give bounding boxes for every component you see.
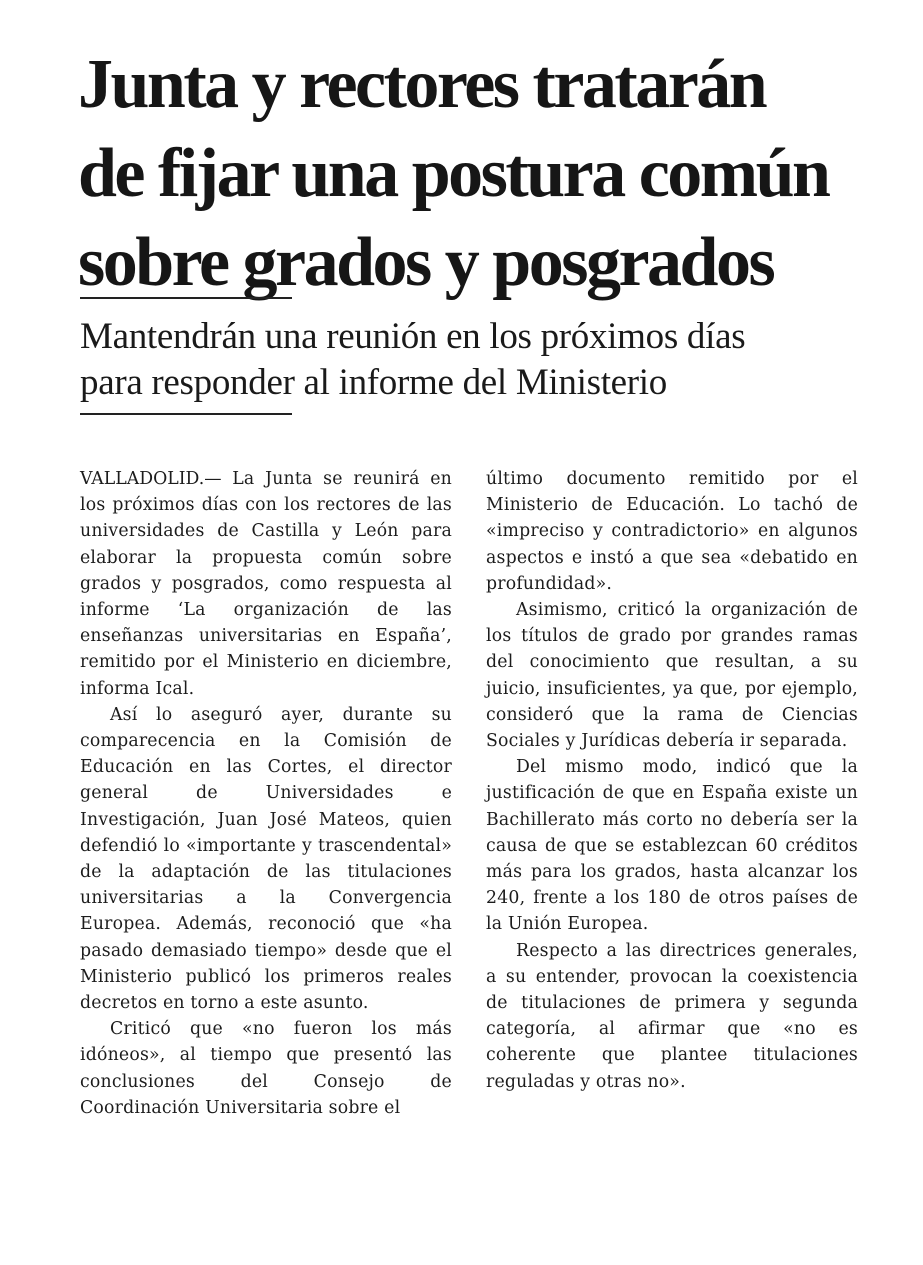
paragraph: último documento remitido por el Ministerio de Educación. Lo tachó de «impreciso y contradictorio» en algunos aspectos e instó a que sea «debatido en profundidad». [486,469,858,594]
headline [78,40,898,307]
paragraph: Respecto a las directrices generales, a su entender, provocan la coexistencia de titulaciones de primera y segunda categoría, al afirmar que «no es coherente que plantee titulaciones reguladas y otras no». [486,940,858,1092]
headline-line: de fijar una postura común [78,135,829,212]
dateline: VALLADOLID.— [80,469,222,489]
headline-line: Junta y rectores tratarán [78,46,766,123]
subheadline-line: para responder al informe del Ministerio [80,362,667,403]
subheadline [80,314,900,406]
article-column-left [80,466,452,1121]
article-column-right [486,466,858,1095]
paragraph: Asimismo, criticó la organización de los títulos de grado por grandes ramas del conocimiento que resultan, a su juicio, insuficientes, ya que, por ejemplo, consideró que la rama de Ciencias Sociales y Jurídicas debería ir separada. [486,600,858,752]
divider-rule [80,297,292,299]
paragraph: Criticó que «no fueron los más idóneos», al tiempo que presentó las conclusiones del Consejo de Coordinación Universitaria sobre el [80,1019,452,1118]
paragraph: Así lo aseguró ayer, durante su comparecencia en la Comisión de Educación en las Cortes, el director general de Universidades e Investigación, Juan José Mateos, quien defendió lo «importante y trascendental» de la adaptación de las titulaciones universitarias a la Convergencia Europea. Además, reconoció que «ha pasado demasiado tiempo» desde que el Ministerio publicó los primeros reales decretos en torno a este asunto. [80,704,452,1014]
paragraph: Del mismo modo, indicó que la justificación de que en España existe un Bachillerato más corto no debería ser la causa de que se establezcan 60 créditos más para los grados, hasta alcanzar los 240, frente a los 180 de otros países de la Unión Europea. [486,757,858,935]
divider-rule [80,413,292,415]
paragraph [80,466,452,702]
headline-line: sobre grados y posgrados [78,224,774,301]
paragraph-text: La Junta se reunirá en los próximos días con los rectores de las universidades de Castilla y León para elaborar la propuesta común sobre grados y posgrados, como respuesta al informe ‘La organización de las enseñanzas universitarias en España’, remitido por el Ministerio en diciembre, informa Ical. [80,469,452,699]
subheadline-line: Mantendrán una reunión en los próximos días [80,316,746,357]
